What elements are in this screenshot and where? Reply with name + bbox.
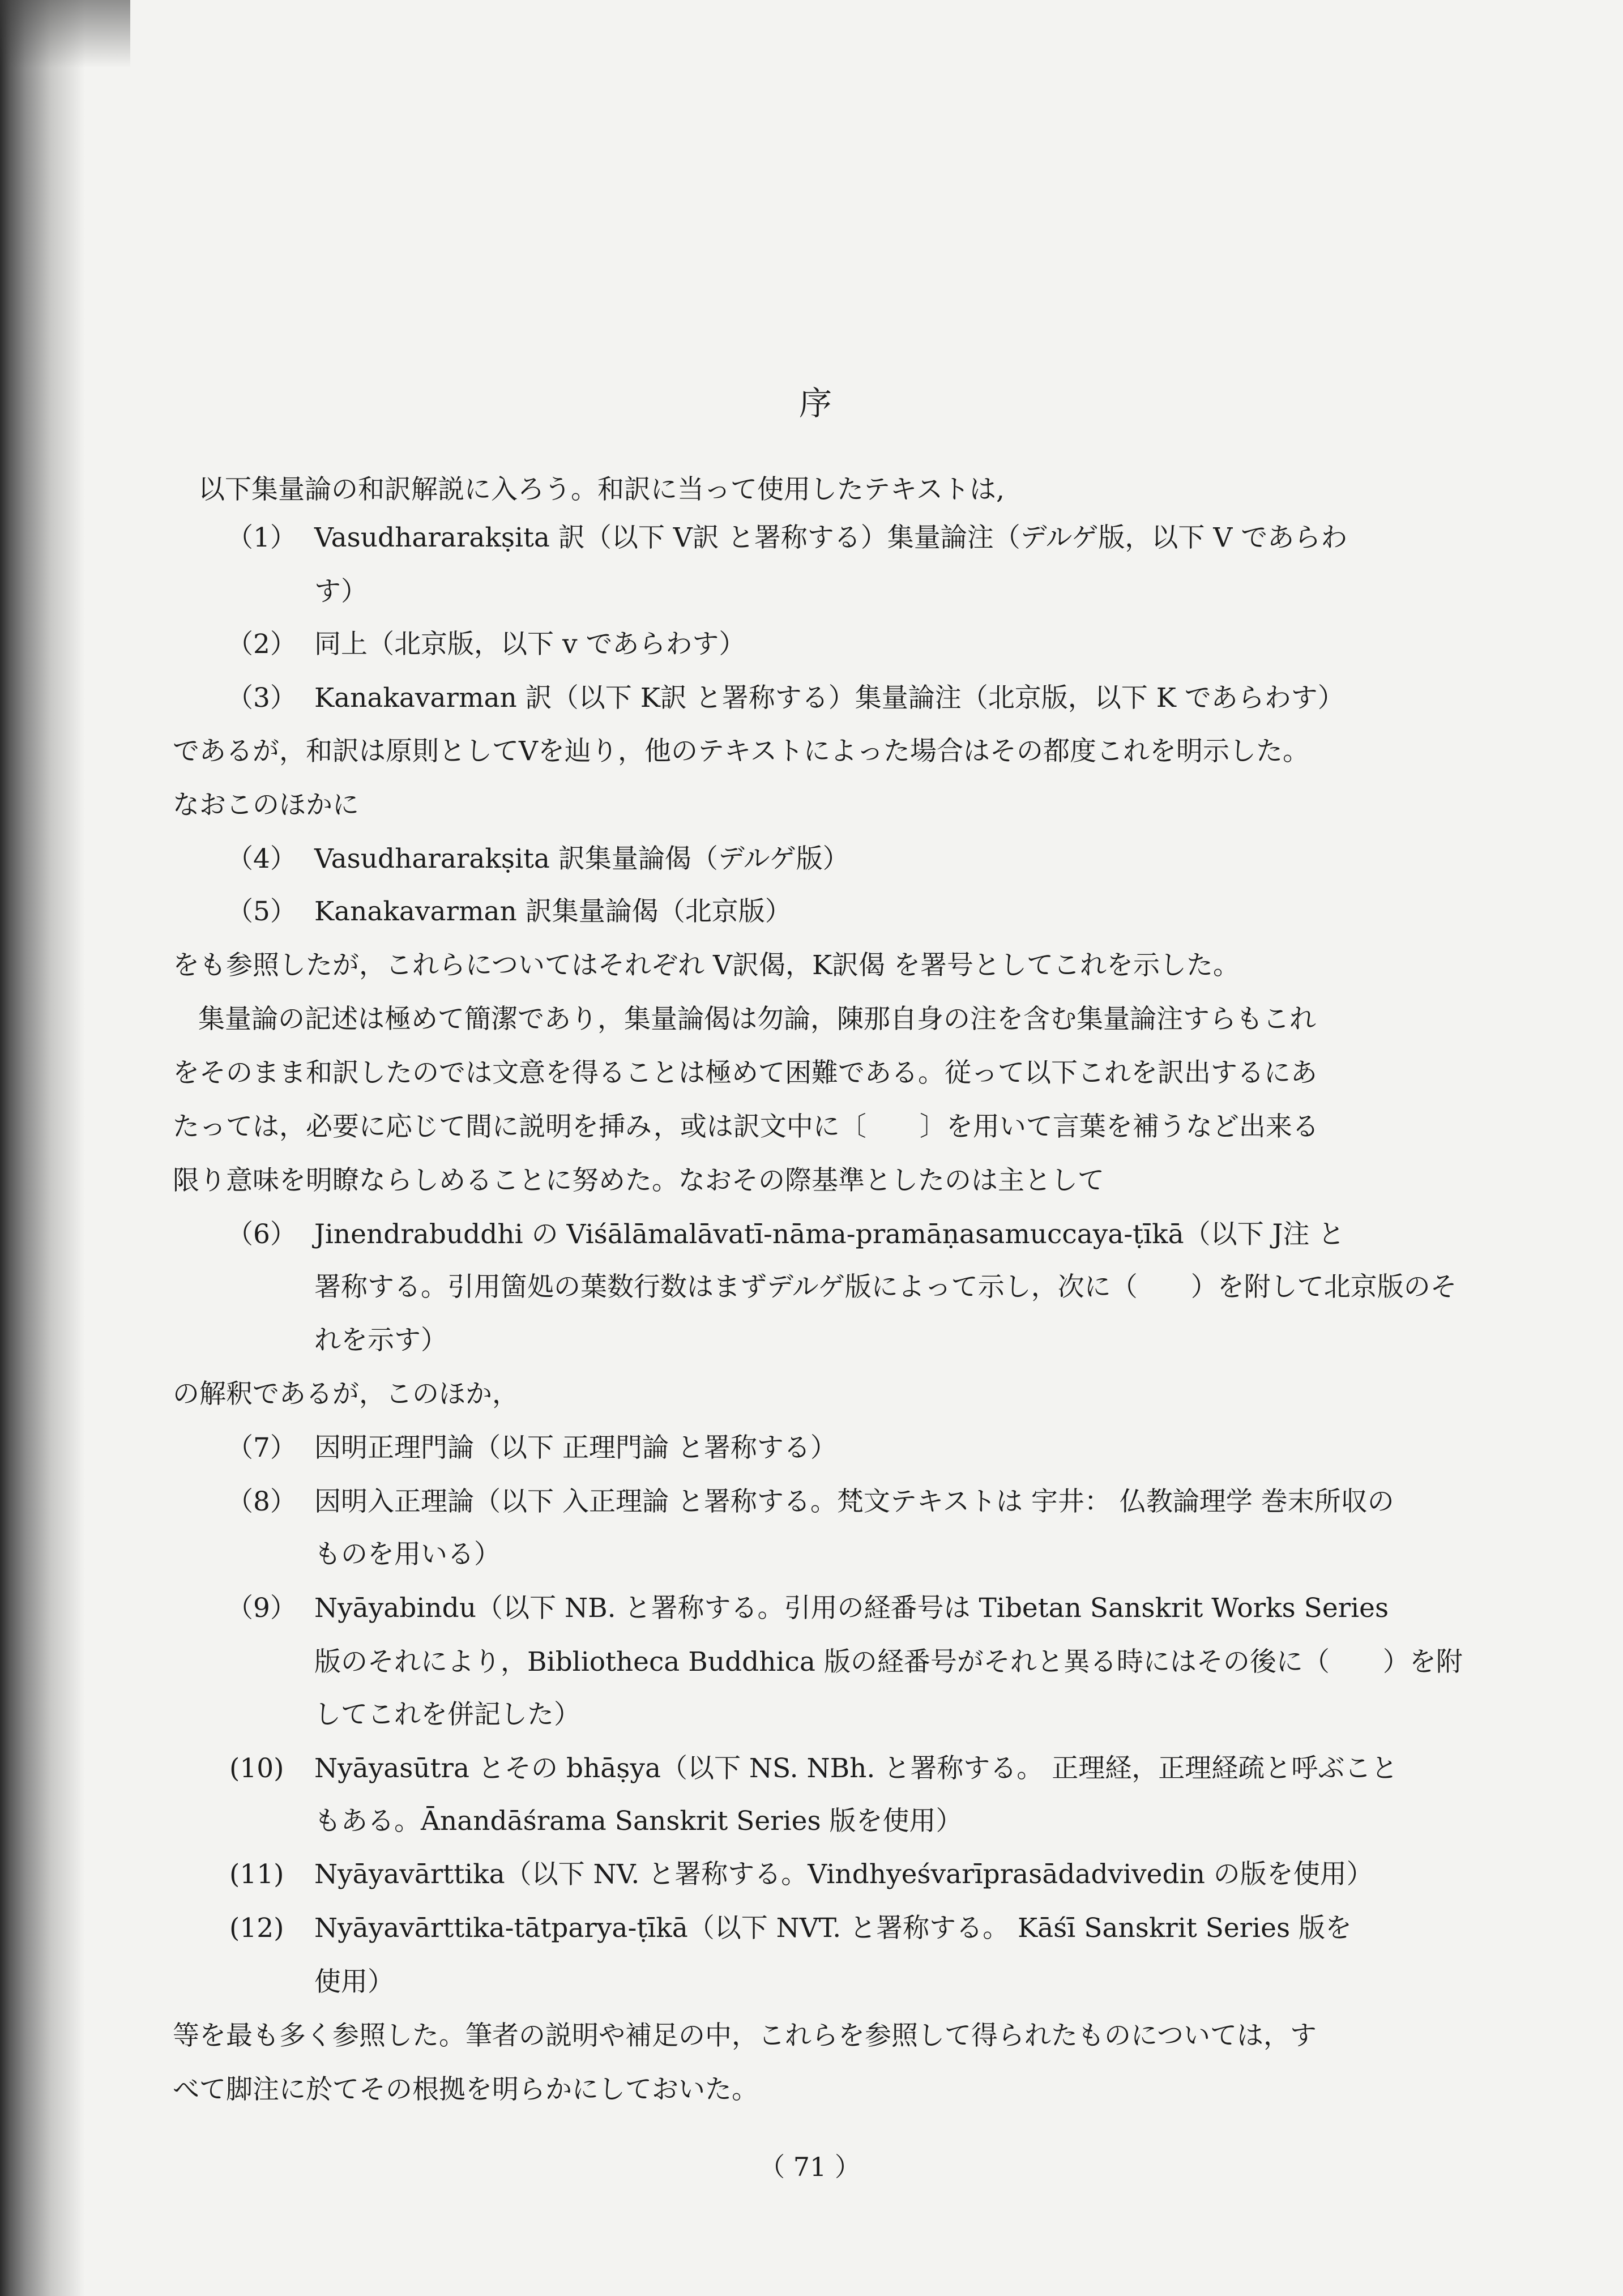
item-number: （8） bbox=[227, 1486, 297, 1517]
item-number: （5） bbox=[227, 896, 297, 927]
page-title: 序 bbox=[798, 384, 832, 423]
item-line: 同上（北京版，以下 v であらわす） bbox=[314, 629, 746, 660]
item-line: Vasudhararakṣita 訳集量論偈（デルゲ版） bbox=[314, 843, 849, 874]
paragraph-line: 集量論の記述は極めて簡潔であり，集量論偈は勿論，陳那自身の注を含む集量論注すらもこれ bbox=[198, 1004, 1316, 1035]
item-line: 署称する。引用箇処の葉数行数はまずデルゲ版によって示し，次に（ ）を附して北京版のそ bbox=[314, 1271, 1457, 1303]
item-line: 因明入正理論（以下 入正理論 と署称する。梵文テキストは 宇井： 仏教論理学 巻末所収の bbox=[314, 1486, 1394, 1517]
item-line: Nyāyavārttika-tātparya-ṭīkā（以下 NVT. と署称する。 Kāśī Sanskrit Series 版を bbox=[314, 1913, 1352, 1944]
page-number: （ 71 ） bbox=[759, 2152, 861, 2182]
item-number: （2） bbox=[227, 629, 297, 660]
item-number: （3） bbox=[227, 682, 297, 714]
paragraph-intro: 以下集量論の和訳解説に入ろう。和訳に当って使用したテキストは, bbox=[198, 474, 1005, 505]
paragraph-line: 等を最も多く参照した。筆者の説明や補足の中，これらを参照して得られたものについては，す bbox=[173, 2020, 1317, 2051]
paragraph-line: たっては，必要に応じて間に説明を挿み，或は訳文中に〔 〕を用いて言葉を補うなど出来る bbox=[173, 1111, 1319, 1142]
item-line: Kanakavarman 訳（以下 K訳 と署称する）集量論注（北京版，以下 K であらわす） bbox=[314, 682, 1344, 714]
item-line: してこれを併記した） bbox=[314, 1699, 580, 1730]
item-line: もある。Ānandāśrama Sanskrit Series 版を使用） bbox=[314, 1806, 963, 1837]
item-line: Nyāyasūtra とその bhāṣya（以下 NS. NBh. と署称する。 正理経，正理経疏と呼ぶこと bbox=[314, 1753, 1398, 1784]
item-number: （1） bbox=[227, 522, 297, 553]
item-number: （6） bbox=[227, 1219, 297, 1250]
item-line: ものを用いる） bbox=[314, 1539, 501, 1570]
item-line: 因明正理門論（以下 正理門論 と署称する） bbox=[314, 1432, 837, 1463]
item-number: （9） bbox=[227, 1593, 297, 1624]
paragraph-line: べて脚注に於てその根拠を明らかにしておいた。 bbox=[173, 2074, 758, 2105]
paragraph-line: であるが，和訳は原則としてVを辿り，他のテキストによった場合はその都度これを明示した。 bbox=[173, 736, 1309, 767]
item-line: Jinendrabuddhi の Viśālāmalāvatī-nāma-pramāṇasamuccaya-ṭīkā（以下 J注 と bbox=[314, 1219, 1345, 1250]
item-number: (10) bbox=[229, 1753, 284, 1784]
item-number: (12) bbox=[229, 1913, 284, 1944]
item-number: （7） bbox=[227, 1432, 297, 1463]
item-line: 版のそれにより，Bibliotheca Buddhica 版の経番号がそれと異る時にはその後に（ ）を附 bbox=[314, 1646, 1463, 1678]
scan-corner-shadow bbox=[0, 0, 130, 68]
item-line: す） bbox=[314, 576, 368, 607]
item-number: (11) bbox=[229, 1859, 284, 1890]
item-line: Vasudhararakṣita 訳（以下 V訳 と署称する）集量論注（デルゲ版，以下 V であらわ bbox=[314, 522, 1348, 553]
item-line: Kanakavarman 訳集量論偈（北京版） bbox=[314, 896, 792, 927]
paragraph-line: をも参照したが，これらについてはそれぞれ V訳偈，K訳偈 を署号としてこれを示した。 bbox=[173, 950, 1240, 981]
item-number: （4） bbox=[227, 843, 297, 874]
paragraph-line: をそのまま和訳したのでは文意を得ることは極めて困難である。従って以下これを訳出するにあ bbox=[173, 1057, 1317, 1089]
item-line: れを示す） bbox=[314, 1325, 447, 1356]
item-line: 使用） bbox=[314, 1966, 394, 1998]
paragraph-line: なおこのほかに bbox=[173, 789, 359, 821]
paragraph-line: 限り意味を明瞭ならしめることに努めた。なおその際基準としたのは主として bbox=[173, 1165, 1104, 1196]
scan-edge-shadow bbox=[0, 0, 85, 2296]
item-line: Nyāyavārttika（以下 NV. と署称する。Vindhyeśvarīprasādadvivedin の版を使用） bbox=[314, 1859, 1373, 1890]
item-line: Nyāyabindu（以下 NB. と署称する。引用の経番号は Tibetan Sanskrit Works Series bbox=[314, 1593, 1389, 1624]
paragraph-line: の解釈であるが，このほか， bbox=[173, 1379, 519, 1410]
